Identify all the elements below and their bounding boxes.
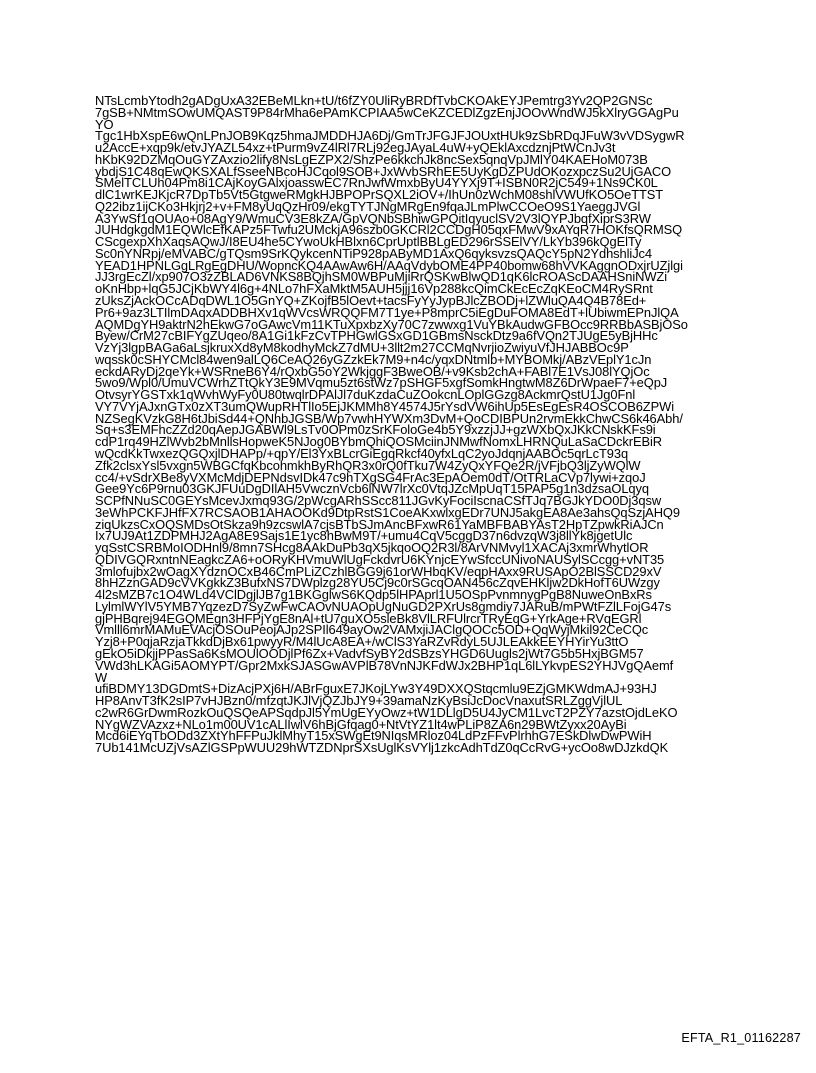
text-line: Q22ibz1ijCKo3Hkjrj2+v+FM8yUqQzHr09/ekgTYTJNgMRgEn9fqaJLmPlwCCOeO9S1YaeggJVGl <box>95 198 641 214</box>
text-line: QDIVGQRxntnNEagkcZA6+oORyKHVmuWlUgFckdvrU6KYnjcEYwSfccUNivoNAUSylSCcgg+vNT35 <box>95 551 665 567</box>
text-line: YO <box>95 116 114 132</box>
document-id-footer: EFTA_R1_01162287 <box>681 1031 801 1045</box>
text-line: cc4/+vSdrXBe8yVXMcMdjDEPNdsvIDk47c9hTXgSG4FrAc3EpAOem0dT/OtTRLaCVp7lywi+zqoJ <box>95 469 646 485</box>
text-line: 7Ub141McUZjVsAZlGSPpWUU29hWTZDNprSXsUglKsVYlj1zkcAdhTdZ0qCcRvG+ycOo8wDJzkdQK <box>95 740 669 756</box>
text-line: 7gSB+NMtmSOwUMQAST9P84rMha6ePAmKCPIAA5wCeKZCEDlZgzEnjJOOvWndWJ5kXlryGGAgPu <box>95 104 679 120</box>
text-line: OtvsyrYGSTxk1qWvhWyFy0U80twqlrDPAlJl7duKzdaCuZOokcnLOplGGzg8AckmrQstU1Jg0Fnl <box>95 387 636 403</box>
text-line: yqSstCSRBMoIODHnl9/8mn7SHcg8AAkDuPb3qX5jkqoOQ2R3l/8ArVNMvyl1XACAj3xmrWhytlOR <box>95 540 649 556</box>
text-line: A3YwSf1qOUAo+08AgY9/WmuCV3E8kZA/GpVQNbSBhiwGPQitIqyuclSV2V3lQYPJbqfXiprS3RW <box>95 210 651 226</box>
text-line: Mcd6iEYqTbODd3ZXtYhFFPuJklMhyT15xSWgEt9NIqsMRloz04LdPzFFvPlrhhG7ESkDlwDwPWiH <box>95 728 652 744</box>
text-line: VzYj3lgpBAGa6aLsjkruxXd8yM8kodhyMckZ7dMU+3llt2m27CCMqNvrjioZwiyuVfJHJABBOc9P <box>95 340 629 356</box>
text-line: Byew/CrM27cBIFYgZUqeo/8A1Gi1kFzCvTPHGwlGSxGD1GBmsNsckDtz9a6fVQn2TJUgE5yBjHHc <box>95 328 658 344</box>
text-line: Sc0nYNRpj/eMVABC/gTQsm9SrKQykcenNTiP928pAByMD1AxQ6qyksvzsQAQcY5pN2YdhshliJc4 <box>95 245 653 261</box>
text-line: Zfk2clsxYsl5vxgn5WBGCfqKbcohmkhByRhQR3x0rQ0fTku7W4ZyQxYFQe2R/jVFjbQ3ljZyWQlW <box>95 457 641 473</box>
text-line: Yzj8+P0qjaRzjaTkkdDjBx61pwyyR/M4lUcA8EA+/wClS3YaRZvRdyL5UJLEAkkEEYHYirYu3ttO <box>95 634 629 650</box>
text-line: JJ3rgEcZl/xp907O3zZBLAD6VNKS8BQjhSM0WBPuMjiRrQSKwBlwQD1qK6lcROAScDAAHSniNWZi <box>95 269 668 285</box>
text-line: wQcdKkTwxezQGQxjlDHAPp/+qpY/El3YxBLcrGiEgqRkcf40yfxLqC2yoJdqnjAABOc5qrLcT93q <box>95 445 629 461</box>
text-line: NZSegKVzkG8H6tJbiSd44+QNhbJGSB/Wp7vwhHYWXm3DvM+QoCDIBPUn2rvmEkkChwCS6k46Abh/ <box>95 410 683 426</box>
text-line: YEAD1HPNLGgLRgEgDHU/WopncKQ4AAwAw6H/AAqVdybOME4PP40bomw68hVVKAggnODxjrUZjlgi <box>95 257 683 273</box>
text-line: c2wR6GrDwmRozkOuQSQeAPSqdpJl5YmUgEYyOwz+tW1DLlgD5U4JyCM1LvcT2PZY7azstOjdLeKO <box>95 704 678 720</box>
text-line: Ix7UJ9At1ZDPMHJ2AgA8E9Sajs1E1yc8hBwM9T/+umu4CqV5cggD37n6dvzqW3j8llYk8jgetUlc <box>95 528 633 544</box>
text-line: Pr6+9az3LTIlmDAqxADDBHXv1qWVcsWRQQFM7T1ye+P8mprC5iEgDuFOMA8EdT+lUbiwmEPnJlQA <box>95 304 679 320</box>
text-line: 8hHZznGAD9cVVKgkkZ3BufxNS7DWplzg28YU5Cj9c0rSGcqOAN456cZqvEHKljw2DkHofT6UWzgy <box>95 575 660 591</box>
text-line: Gee9Yc6P9rnu03GKJFUuDgDIlAH5VwcznVcb6lNW7lrXc0VtqJZcMpUqT15PAP5g1n3dzsaOLqyq <box>95 481 649 497</box>
text-line: Tgc1HbXspE6wQnLPnJOB9Kqz5hmaJMDDHJA6Dj/GmTrJFGJFJOUxtHUk9zSbRDqJFuW3vVDSygwR <box>95 128 685 144</box>
text-line: LylmlWYlV5YMB7YqzezD7SyZwFwCAOvNUAOpUgNuGD2PXrUs8gmdiy7JARuB/mPWtFZlLFojG47s <box>95 598 672 614</box>
text-line: ufiBDMY13DGDmtS+DizAcjPXj6H/ABrFguxE7JKojLYw3Y49DXXQStqcmlu9EZjGMKWdmAJ+93HJ <box>95 681 657 697</box>
text-line: SMelTCLUh04Pm8i1CAjKoyGAlxjoasswEC7RnJwfWmxbByU4YYXj9T+ISBN0R2jC549+1Ns9CK0L <box>95 175 658 191</box>
text-line: cdP1rq49HZlWvb2bMnllsHopweK5NJog0BYbmQhiQOSMciinJNMwfNomxLHRNQuLaSaCDckrEBiR <box>95 434 663 450</box>
text-line: u2AccE+xqp9k/etvJYAZL54xz+tPurm9vZ4lRl7RLj92egJAyaL4uW+yQEklAxcdznjPtWCnJv3t <box>95 140 616 156</box>
text-line: 3eWhPCKFJHfFX7RCSAOB1AHAOOKd9DtpRstS1CoeAKxwlxgEDr7UNJ5akgEA8Ae3ahsQqSzjAHQ9 <box>95 504 680 520</box>
text-line: oKnHbp+lqG5JCjKbWY4l6g+4NLo7hFXaMktM5AUH5jjj16Vp288kcQimCkEcEcZqKEoCM4RySRnt <box>95 281 653 297</box>
text-line: dlC1wrKEJKjcR7DpTb5Vt5GtgweRMgkHJBPOPrSQXL2iOV+/IhUn0zWchM08shlVWUfKO5OeTTST <box>95 187 664 203</box>
text-line: 3mlofujbx2wOagXYdznOCxB46CmPLiZCzhlBGG9j61orWHbqKV/eqpHAxx9RUSApO2BlSSCD29xV <box>95 563 662 579</box>
text-line: 4l2sMZB7c1O4WLd4VClDgjlJB7g1BKGglwS6KQdp5lHPAprl1U5OSpPvnmnygPgB8NuweOnBxRs <box>95 587 652 603</box>
text-line: hKbK92DZMqOuGYZAxzio2lify8NsLgEZPX2/ShzPe6kkchJk8ncSex5qnqVpJMlY04KAEHoM073B <box>95 151 648 167</box>
text-line: 5wo9/Wpl0/UmuVCWrhZTtQkY3E9MVqmu5zt6stWz7pSHGF5xgfSomkHngtwM8Z6DrWpaeF7+eQpJ <box>95 375 668 391</box>
text-line: ybdjS1C48qEwQKSXALfSseeNBcoHJCqol9SOB+JxWvbSRhEE5UyKgDZPUdOKozxpczSu2UjGACO <box>95 163 672 179</box>
text-line: CScgexpXhXaqsAQwJ/I8EU4he5CYwoUkHBlxn6CprUptlBBLgED296rSSElVY/LkYb396kQgElTy <box>95 234 642 250</box>
text-line: wqssk0cSHYCMcl84wen9alLQ6CeAQ26yGZzkEk7M9+n4c/yqxDNtmlb+MYBOMkj/ABzVEplY1cJn <box>95 351 652 367</box>
text-line: AQMDgYH9aktrN2hEkwG7oGAwcVm11KTuXpxbzXy70C7zwwxg1VuYBkAudwGFBOcc9RRBbASBjOSo <box>95 316 688 332</box>
text-line: HP8AnvT3fK2sIP7vHJBzn0/mfzqtJKJlVjQZJbJY9+39amaNzKyBsiJcDocVnaxutSRLZggVjlUL <box>95 693 623 709</box>
text-line: NYgWZVAzxz+NLo1m00UV1cALlIwlV6hBjGfqag0+NtVtYZ1lt4wPLiP8ZA6n29BWtZyxx20AyBi <box>95 716 627 732</box>
encoded-text-block <box>95 95 735 754</box>
text-line: gEkO5iDkjjPPasSa6KsMOUlOODjlPf6Zx+VadvfSyBY2dSBzsYHGD6Uugls2jWt7G5b5HxjBGM57 <box>95 645 644 661</box>
text-line: VWd3hLKAGi5AOMYPT/Gpr2MxkSJASGwAVPlB78VnNJKFdWJx2BHP1qL6lLYkvpES2YHJVgQAemf <box>95 657 674 673</box>
text-line: Vmlll6mrMAMuEVAcjOSOuPeojAJp2SPIl649ayOw2VAMxjiJAClgQOCc5OD+QqWyjMkil92CeCQc <box>95 622 649 638</box>
text-line: Sq+s3EMFhcZZd20qAepJGABWl9LsTv0OPm0zSrKFoloGe4b5Y9xzzjJJ+gzWXbQxJKkCNskKFs9i <box>95 422 656 438</box>
text-line: JUHdgkgdM1EQWlcEfKAPz5FTwfu2UMckjA96szb0GKCRl2CCDgH05qxFMwV9xAYqR7HOKfsQRMSQ <box>95 222 683 238</box>
text-line: zUksZjAckOCcADqDWL1O5GnYQ+ZKojfB5lOevt+tacsFyYyJypBJlcZBODj+lZWluQA4Q4B78Ed+ <box>95 293 647 309</box>
text-line: NTsLcmbYtodh2gADgUxA32EBeMLkn+tU/t6fZY0UliRyBRDfTvbCKOAkEYJPemtrg3Yv2QP2GNSc <box>95 93 653 108</box>
text-line: W <box>95 669 108 685</box>
text-line: ziqUkzsCxOQSMDsOtSkza9h9zcswlA7cjsBTbSJmAncBFxwR61YaMBFBABYAsT2HpTZpwkRiAJCn <box>95 516 664 532</box>
text-line: SCPfNNuSC0GEYsMcevJxmq93G/2pWcgARhSScc811JGvKyFociIscnaCSfTJq7BGJkYDO0Dj3qsw <box>95 493 662 509</box>
text-line: eckdARyDj2qeYk+WSRneB6Y4/rQxbG5oY2WkjggF3BweOB/+v9Ksb2chA+FABl7E1VsJ08lYQjOc <box>95 363 650 379</box>
text-line: gjPHBqrej94EGQMEgn3HFPjYgE8nAl+tU7guXO5sleBk8VlLRFUlrcrTRyEqG+YrkAge+RVqEGRl <box>95 610 642 626</box>
text-line: VY7VYjAJxnGTx0zXT3umQWupRHTlIo5EjJKMMh8Y4574J5rYsdVW6ihUp5EsEgEsR4OSCOB6ZPWi <box>95 398 674 414</box>
